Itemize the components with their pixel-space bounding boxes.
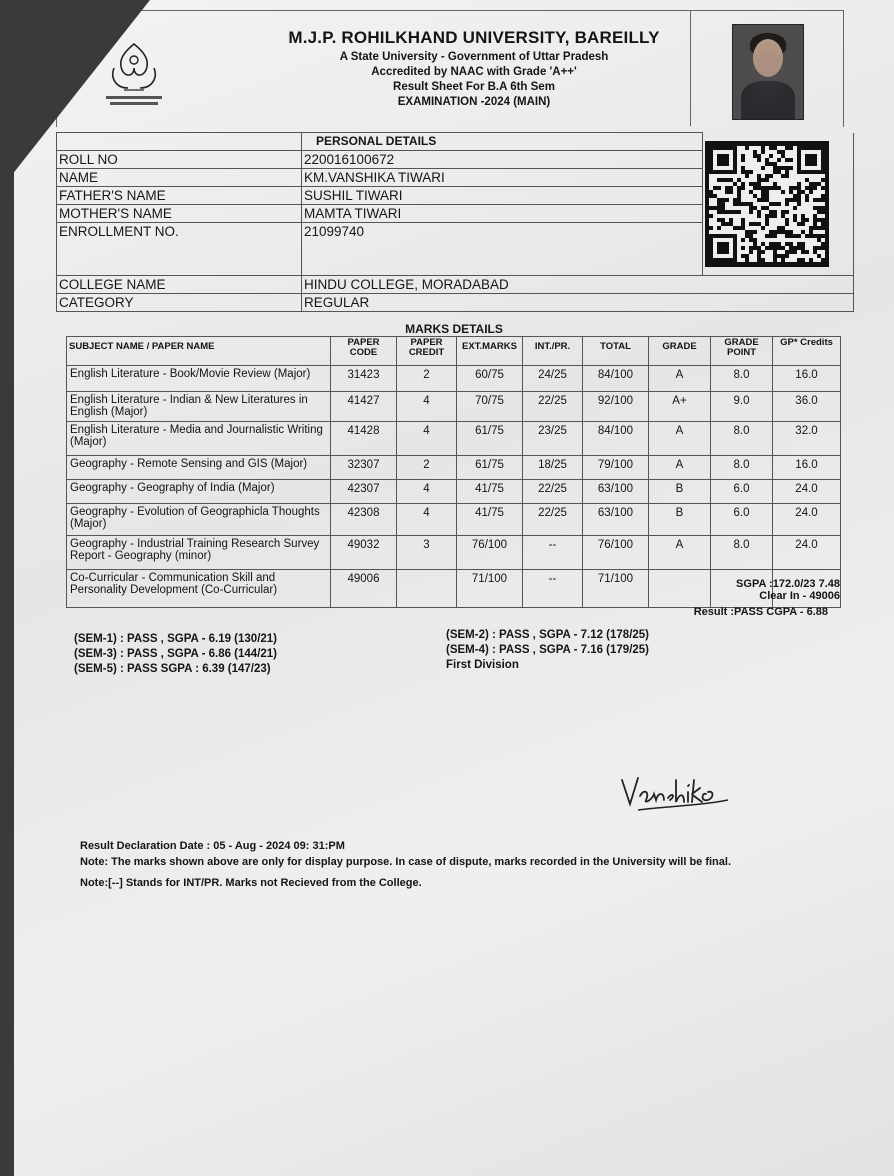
paper-code: 42308 [331, 504, 397, 536]
ext-marks: 70/75 [457, 392, 523, 422]
paper-credit [397, 570, 457, 608]
grade: A [649, 422, 711, 456]
gp-credits: 32.0 [773, 422, 841, 456]
division: First Division [446, 659, 519, 671]
int-pr: 24/25 [523, 366, 583, 392]
label-college: COLLEGE NAME [57, 276, 302, 294]
semester-results-left [74, 632, 277, 677]
header-paper-credit: PAPER CREDIT [397, 337, 457, 366]
ext-marks: 71/100 [457, 570, 523, 608]
university-name: M.J.P. ROHILKHAND UNIVERSITY, BAREILLY [288, 28, 660, 47]
table-row [67, 366, 841, 392]
ext-marks: 61/75 [457, 422, 523, 456]
int-pr: 23/25 [523, 422, 583, 456]
grade-point: 8.0 [711, 536, 773, 570]
page-fold-shadow [0, 0, 150, 190]
grade-point: 8.0 [711, 366, 773, 392]
value-father-name: SUSHIL TIWARI [302, 187, 703, 205]
paper-code: 49032 [331, 536, 397, 570]
label-roll-no: ROLL NO [57, 151, 302, 169]
qr-code-icon [705, 141, 829, 267]
grade [649, 570, 711, 608]
note-display-purpose: Note: The marks shown above are only for display purpose. In case of dispute, marks recorded in the University will be final. [80, 856, 732, 868]
header-ext-marks: EXT.MARKS [457, 337, 523, 366]
result-declaration-date: Result Declaration Date : 05 - Aug - 2024 09: 31:PM [80, 840, 345, 852]
subject-name: Geography - Geography of India (Major) [67, 480, 331, 504]
paper-credit: 4 [397, 392, 457, 422]
ext-marks: 76/100 [457, 536, 523, 570]
int-pr: 22/25 [523, 504, 583, 536]
note-int-pr: Note:[--] Stands for INT/PR. Marks not Recieved from the College. [80, 877, 422, 889]
gp-credits: 24.0 [773, 504, 841, 536]
value-roll-no: 220016100672 [302, 151, 703, 169]
grade-point: 8.0 [711, 422, 773, 456]
paper-code: 32307 [331, 456, 397, 480]
ext-marks: 41/75 [457, 480, 523, 504]
paper-credit: 4 [397, 504, 457, 536]
header-line-3: Result Sheet For B.A 6th Sem [393, 81, 555, 93]
sgpa-summary: SGPA :172.0/23 7.48 [736, 578, 840, 590]
table-row [67, 480, 841, 504]
grade-point: 6.0 [711, 480, 773, 504]
ext-marks: 60/75 [457, 366, 523, 392]
total: 76/100 [583, 536, 649, 570]
table-row [67, 570, 841, 608]
header-line-2: Accredited by NAAC with Grade 'A++' [371, 66, 577, 78]
gp-credits: 24.0 [773, 536, 841, 570]
gp-credits: 16.0 [773, 456, 841, 480]
marks-details-title: MARKS DETAILS [405, 322, 503, 336]
grade: A [649, 536, 711, 570]
label-mother-name: MOTHER'S NAME [57, 205, 302, 223]
grade-point: 6.0 [711, 504, 773, 536]
paper-credit: 4 [397, 422, 457, 456]
grade: B [649, 504, 711, 536]
sem-2: (SEM-2) : PASS , SGPA - 7.12 (178/25) [446, 629, 650, 641]
gp-credits: 36.0 [773, 392, 841, 422]
subject-name: Co-Curricular - Communication Skill and Personality Development (Co-Curricular) [67, 570, 331, 608]
paper-credit: 2 [397, 456, 457, 480]
table-row [67, 392, 841, 422]
student-photo [732, 24, 804, 120]
header-total: TOTAL [583, 337, 649, 366]
grade: A [649, 366, 711, 392]
label-father-name: FATHER'S NAME [57, 187, 302, 205]
header-line-4: EXAMINATION -2024 (MAIN) [397, 96, 551, 108]
total: 84/100 [583, 366, 649, 392]
header-subject: SUBJECT NAME / PAPER NAME [67, 337, 331, 366]
paper-code: 49006 [331, 570, 397, 608]
ext-marks: 61/75 [457, 456, 523, 480]
gp-credits: 16.0 [773, 366, 841, 392]
paper-code: 31423 [331, 366, 397, 392]
header-grade: GRADE [649, 337, 711, 366]
label-name: NAME [57, 169, 302, 187]
value-college: HINDU COLLEGE, MORADABAD [302, 276, 854, 294]
paper-code: 42307 [331, 480, 397, 504]
paper-credit: 2 [397, 366, 457, 392]
grade-point: 9.0 [711, 392, 773, 422]
semester-results-right [446, 628, 649, 673]
sem-4: (SEM-4) : PASS , SGPA - 7.16 (179/25) [446, 644, 650, 656]
table-row [67, 536, 841, 570]
table-row [67, 422, 841, 456]
header-grade-point: GRADE POINT [711, 337, 773, 366]
value-name: KM.VANSHIKA TIWARI [302, 169, 703, 187]
subject-name: English Literature - Media and Journalistic Writing (Major) [67, 422, 331, 456]
int-pr: -- [523, 570, 583, 608]
grade: A [649, 456, 711, 480]
marks-details-table [66, 336, 841, 608]
table-row [67, 456, 841, 480]
subject-name: English Literature - Indian & New Literatures in English (Major) [67, 392, 331, 422]
value-enrollment: 21099740 [302, 223, 703, 276]
grade: B [649, 480, 711, 504]
total: 84/100 [583, 422, 649, 456]
paper-code: 41427 [331, 392, 397, 422]
subject-name: Geography - Remote Sensing and GIS (Major) [67, 456, 331, 480]
gp-credits: 24.0 [773, 480, 841, 504]
grade-point: 8.0 [711, 456, 773, 480]
subject-name: English Literature - Book/Movie Review (Major) [67, 366, 331, 392]
result-cgpa: Result :PASS CGPA - 6.88 [693, 606, 828, 618]
paper-code: 41428 [331, 422, 397, 456]
header-paper-code: PAPER CODE [331, 337, 397, 366]
total: 92/100 [583, 392, 649, 422]
subject-name: Geography - Evolution of Geographicla Thoughts (Major) [67, 504, 331, 536]
label-enrollment: ENROLLMENT NO. [57, 223, 302, 276]
header-line-1: A State University - Government of Uttar Pradesh [339, 51, 609, 63]
sem-3: (SEM-3) : PASS , SGPA - 6.86 (144/21) [74, 648, 278, 660]
paper-credit: 3 [397, 536, 457, 570]
total: 79/100 [583, 456, 649, 480]
label-category: CATEGORY [57, 294, 302, 312]
total: 63/100 [583, 480, 649, 504]
grade: A+ [649, 392, 711, 422]
int-pr: 22/25 [523, 480, 583, 504]
subject-name: Geography - Industrial Training Research Survey Report - Geography (minor) [67, 536, 331, 570]
value-mother-name: MAMTA TIWARI [302, 205, 703, 223]
student-signature [618, 770, 738, 814]
sem-5: (SEM-5) : PASS SGPA : 6.39 (147/23) [74, 663, 271, 675]
paper-credit: 4 [397, 480, 457, 504]
int-pr: 18/25 [523, 456, 583, 480]
total: 63/100 [583, 504, 649, 536]
int-pr: 22/25 [523, 392, 583, 422]
ext-marks: 41/75 [457, 504, 523, 536]
header-int-pr: INT./PR. [523, 337, 583, 366]
table-row [67, 504, 841, 536]
int-pr: -- [523, 536, 583, 570]
clear-in: Clear In - 49006 [759, 590, 840, 602]
value-category: REGULAR [302, 294, 854, 312]
header-gp-credits: GP* Credits [773, 337, 841, 366]
sem-1: (SEM-1) : PASS , SGPA - 6.19 (130/21) [74, 633, 278, 645]
total: 71/100 [583, 570, 649, 608]
personal-details-title: PERSONAL DETAILS [302, 133, 703, 151]
